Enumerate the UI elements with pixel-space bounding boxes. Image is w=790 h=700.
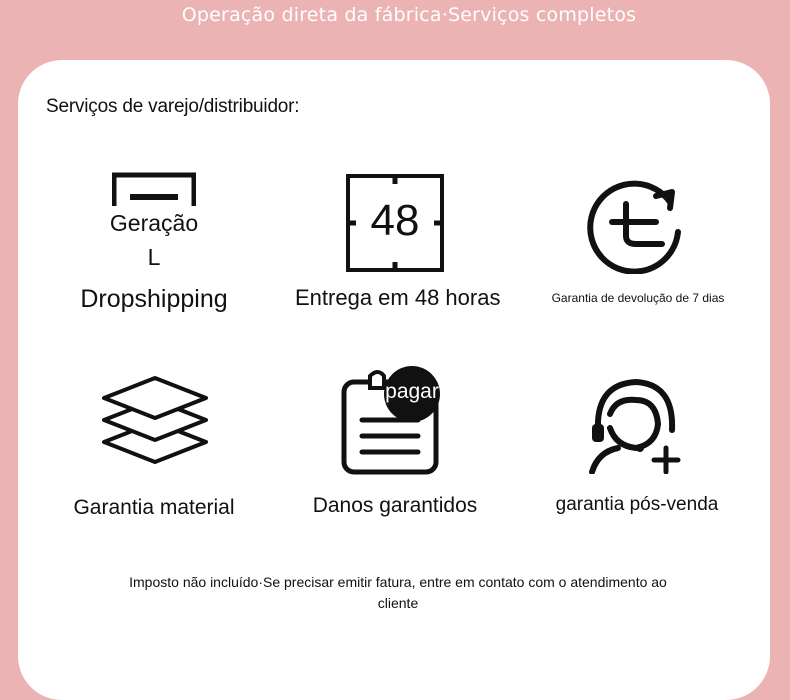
service-label: Entrega em 48 horas (295, 285, 501, 310)
customer-service-headset-icon (588, 378, 686, 474)
service-label: garantia pós-venda (555, 494, 719, 515)
services-card (18, 60, 770, 700)
section-title: Serviços de varejo/distribuidor: (46, 96, 300, 117)
return-refresh-icon (586, 174, 686, 274)
service-after-sales (537, 494, 737, 516)
clipboard-payment-icon (340, 364, 450, 476)
service-7-day-return (540, 291, 736, 305)
layers-icon (100, 374, 210, 466)
service-label: Dropshipping (80, 285, 228, 313)
banner-tagline: Operação direta da fábrica·Serviços completos (181, 4, 637, 26)
icon-text-pay: pagar (385, 380, 439, 403)
service-material-guarantee (64, 496, 244, 520)
service-label: Garantia de devolução de 7 dias (551, 291, 725, 305)
service-dropshipping (64, 285, 244, 314)
service-damage-guaranteed (295, 494, 495, 518)
one-piece-dropshipping-icon (109, 172, 199, 272)
service-label: Danos garantidos (312, 494, 478, 517)
icon-text-letter: L (147, 244, 161, 270)
tax-notice: Imposto não incluído·Se precisar emitir fatura, entre em contato com o atendimento ao cliente (129, 574, 667, 611)
service-48h-delivery (295, 285, 501, 311)
48-hour-delivery-icon (346, 174, 444, 272)
service-label: Garantia material (73, 496, 235, 519)
icon-text-generation: Geração (109, 210, 199, 236)
icon-text-48: 48 (370, 196, 420, 245)
